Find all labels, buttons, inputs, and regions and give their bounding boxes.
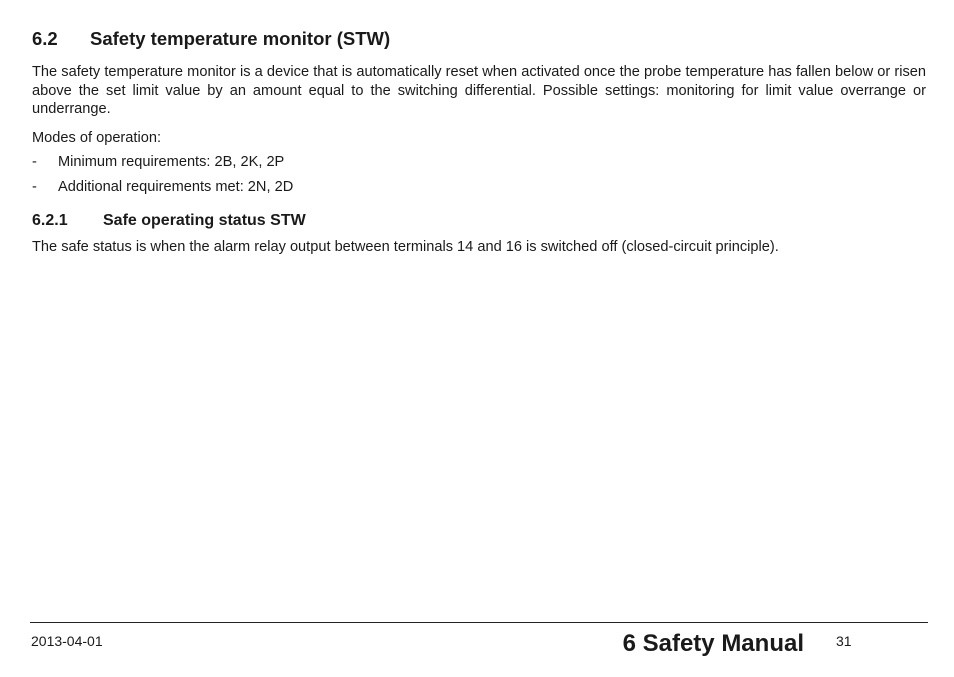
list-bullet: - — [32, 179, 37, 195]
section-number: 6.2 — [32, 28, 58, 49]
subsection-paragraph: The safe status is when the alarm relay output between terminals 14 and 16 is switched off (closed-circuit principle). — [32, 238, 779, 255]
page-content — [32, 28, 926, 266]
list-bullet: - — [32, 154, 37, 170]
list-item — [32, 153, 926, 172]
modes-label: Modes of operation: — [32, 129, 161, 146]
subsection-title: Safe operating status STW — [103, 211, 306, 229]
page-number: 31 — [836, 633, 852, 649]
section-paragraph: The safety temperature monitor is a device that is automatically reset when activated once the probe temperature has fallen below or risen above the set limit value by an amount equal to the switching differential. Possible settings: monitoring for limit value overrange or underrange. — [32, 64, 926, 117]
section-title: Safety temperature monitor (STW) — [90, 28, 391, 49]
section-heading — [32, 28, 926, 50]
list-item-text: Additional requirements met: 2N, 2D — [58, 179, 294, 195]
footer-divider — [30, 622, 928, 623]
modes-list — [32, 153, 926, 197]
footer-date: 2013-04-01 — [31, 633, 103, 649]
footer-chapter-title: 6 Safety Manual — [622, 630, 804, 657]
subsection-number: 6.2.1 — [32, 211, 68, 229]
subsection-heading — [32, 211, 926, 231]
list-item-text: Minimum requirements: 2B, 2K, 2P — [58, 154, 285, 170]
list-item — [32, 178, 926, 197]
